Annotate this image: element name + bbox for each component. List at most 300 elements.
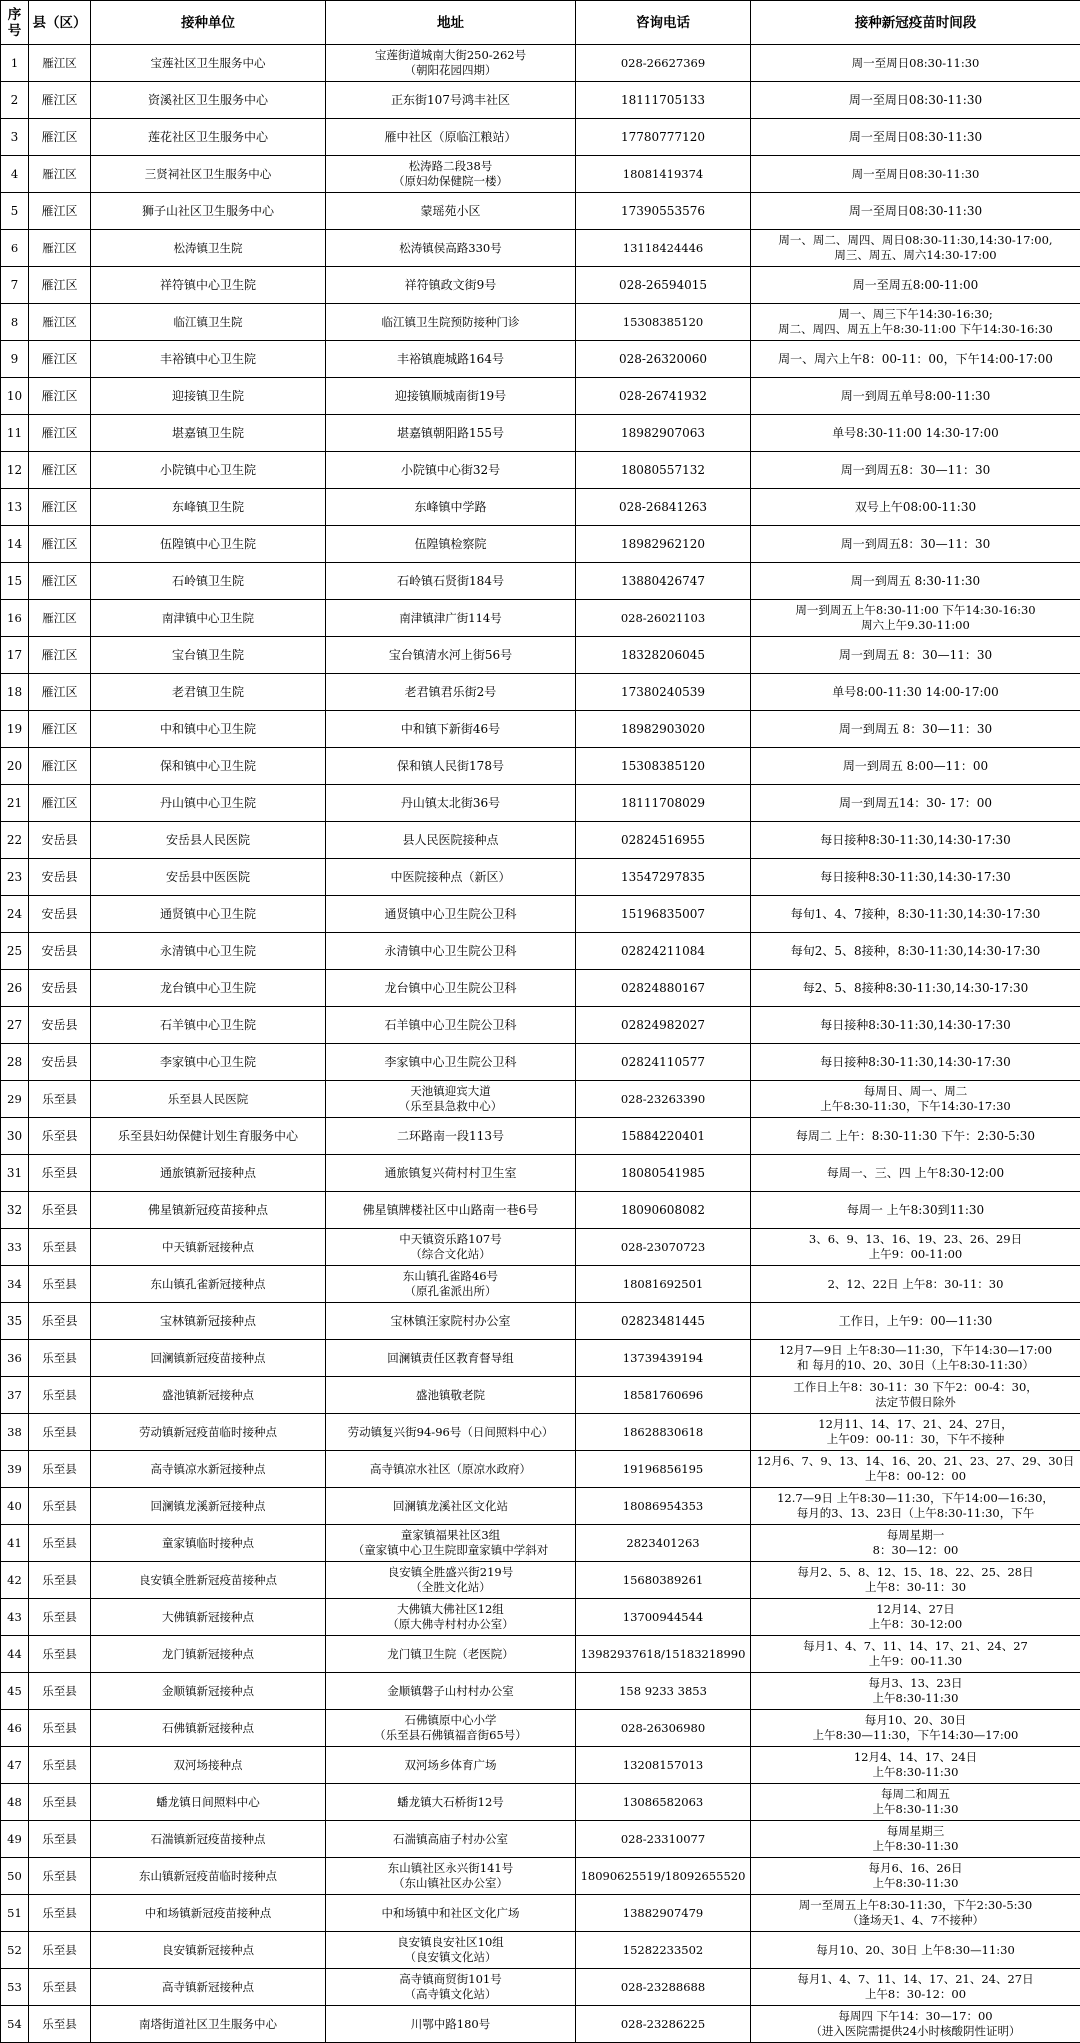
address-cell: 天池镇迎宾大道 （乐至县急救中心） [326,1081,576,1118]
time-cell: 周一到周五上午8:30-11:00 下午14:30-16:30 周六上午9.30-11:00 [751,600,1080,637]
county-cell: 雁江区 [29,415,91,452]
county-cell: 乐至县 [29,1599,91,1636]
address-cell: 东峰镇中学路 [326,489,576,526]
row-no-cell: 48 [1,1784,29,1821]
row-no-cell: 44 [1,1636,29,1673]
county-cell: 雁江区 [29,711,91,748]
time-cell: 工作日，上午9：00—11:30 [751,1303,1080,1340]
address-cell: 良安镇全胜盛兴街219号 （全胜文化站） [326,1562,576,1599]
address-cell: 通旅镇复兴荷村村卫生室 [326,1155,576,1192]
county-cell: 雁江区 [29,600,91,637]
county-cell: 安岳县 [29,1044,91,1081]
unit-cell: 大佛镇新冠接种点 [91,1599,326,1636]
table-row [1,45,1080,82]
time-cell: 周一、周三下午14:30-16:30; 周二、周四、周五上午8:30-11:00 下午14:30-16:30 [751,304,1080,341]
unit-cell: 丰裕镇中心卫生院 [91,341,326,378]
county-cell: 雁江区 [29,156,91,193]
unit-cell: 宝林镇新冠接种点 [91,1303,326,1340]
time-cell: 周一到周五 8:30-11:30 [751,563,1080,600]
county-cell: 乐至县 [29,1340,91,1377]
row-no-cell: 42 [1,1562,29,1599]
time-cell: 12月6、7、9、13、14、16、20、21、23、27、29、30日 上午8：00-12：00 [751,1451,1080,1488]
address-cell: 祥符镇政文街9号 [326,267,576,304]
row-no-cell: 24 [1,896,29,933]
time-cell: 12.7—9日 上午8:30—11:30，下午14:00—16:30， 每月的3、13、23日（上午8:30-11:30，下午 [751,1488,1080,1525]
row-no-cell: 25 [1,933,29,970]
row-no-cell: 43 [1,1599,29,1636]
phone-cell: 13880426747 [576,563,751,600]
unit-cell: 龙台镇中心卫生院 [91,970,326,1007]
address-cell: 佛星镇牌楼社区中山路南一巷6号 [326,1192,576,1229]
unit-cell: 南塔街道社区卫生服务中心 [91,2006,326,2043]
address-cell: 丹山镇太北街36号 [326,785,576,822]
time-cell: 周一至周五上午8:30-11:30，下午2:30-5:30 （逢场天1、4、7不接种） [751,1895,1080,1932]
phone-cell: 028-23286225 [576,2006,751,2043]
row-no-cell: 47 [1,1747,29,1784]
address-cell: 小院镇中心街32号 [326,452,576,489]
phone-cell: 18982903020 [576,711,751,748]
time-cell: 每周星期三 上午8:30-11:30 [751,1821,1080,1858]
row-no-cell: 54 [1,2006,29,2043]
address-cell: 东山镇孔雀路46号 （原孔雀派出所） [326,1266,576,1303]
row-no-cell: 33 [1,1229,29,1266]
table-row [1,267,1080,304]
unit-cell: 安岳县人民医院 [91,822,326,859]
row-no-cell: 40 [1,1488,29,1525]
row-no-cell: 46 [1,1710,29,1747]
county-cell: 安岳县 [29,859,91,896]
phone-cell: 028-26021103 [576,600,751,637]
time-cell: 周一至周日08:30-11:30 [751,156,1080,193]
unit-cell: 双河场接种点 [91,1747,326,1784]
county-cell: 乐至县 [29,1081,91,1118]
phone-cell: 13882907479 [576,1895,751,1932]
table-row [1,230,1080,267]
phone-cell: 02824110577 [576,1044,751,1081]
table-row [1,1969,1080,2006]
unit-cell: 劳动镇新冠疫苗临时接种点 [91,1414,326,1451]
phone-cell: 028-26741932 [576,378,751,415]
unit-cell: 龙门镇新冠接种点 [91,1636,326,1673]
county-cell: 乐至县 [29,1969,91,2006]
phone-cell: 028-26841263 [576,489,751,526]
phone-cell: 028-26627369 [576,45,751,82]
address-cell: 盛池镇敬老院 [326,1377,576,1414]
phone-cell: 18086954353 [576,1488,751,1525]
address-cell: 石岭镇石贤街184号 [326,563,576,600]
unit-cell: 良安镇新冠接种点 [91,1932,326,1969]
table-row [1,119,1080,156]
table-row [1,1932,1080,1969]
row-no-cell: 8 [1,304,29,341]
unit-cell: 石佛镇新冠接种点 [91,1710,326,1747]
address-cell: 良安镇良安社区10组 （良安镇文化站） [326,1932,576,1969]
phone-cell: 18080541985 [576,1155,751,1192]
address-cell: 金顺镇磐子山村村办公室 [326,1673,576,1710]
address-cell: 南津镇津广街114号 [326,600,576,637]
row-no-cell: 38 [1,1414,29,1451]
unit-cell: 迎接镇卫生院 [91,378,326,415]
table-row [1,1340,1080,1377]
unit-cell: 石羊镇中心卫生院 [91,1007,326,1044]
phone-cell: 19196856195 [576,1451,751,1488]
unit-cell: 丹山镇中心卫生院 [91,785,326,822]
phone-cell: 028-26594015 [576,267,751,304]
unit-cell: 小院镇中心卫生院 [91,452,326,489]
row-no-cell: 51 [1,1895,29,1932]
row-no-cell: 53 [1,1969,29,2006]
table-row [1,304,1080,341]
table-row [1,1044,1080,1081]
phone-cell: 18090625519/18092655520 [576,1858,751,1895]
unit-cell: 高寺镇新冠接种点 [91,1969,326,2006]
county-cell: 雁江区 [29,378,91,415]
unit-cell: 堪嘉镇卫生院 [91,415,326,452]
table-row [1,1488,1080,1525]
row-no-cell: 12 [1,452,29,489]
phone-cell: 13086582063 [576,1784,751,1821]
phone-cell: 18090608082 [576,1192,751,1229]
address-cell: 石湍镇高庙子村办公室 [326,1821,576,1858]
time-cell: 每旬1、4、7接种，8:30-11:30,14:30-17:30 [751,896,1080,933]
address-cell: 中和场镇中和社区文化广场 [326,1895,576,1932]
table-row [1,1155,1080,1192]
address-cell: 中天镇资乐路107号 （综合文化站） [326,1229,576,1266]
county-cell: 雁江区 [29,45,91,82]
row-no-cell: 15 [1,563,29,600]
phone-cell: 17780777120 [576,119,751,156]
row-no-cell: 18 [1,674,29,711]
address-cell: 童家镇福果社区3组 （童家镇中心卫生院即童家镇中学斜对 [326,1525,576,1562]
address-cell: 老君镇君乐街2号 [326,674,576,711]
table-row [1,489,1080,526]
time-cell: 每周一 上午8:30到11:30 [751,1192,1080,1229]
row-no-cell: 50 [1,1858,29,1895]
address-cell: 中和镇下新街46号 [326,711,576,748]
time-cell: 周一至周日08:30-11:30 [751,82,1080,119]
unit-cell: 资溪社区卫生服务中心 [91,82,326,119]
time-cell: 每2、5、8接种8:30-11:30,14:30-17:30 [751,970,1080,1007]
time-cell: 周一到周五8：30—11：30 [751,452,1080,489]
address-cell: 宝莲街道城南大街250-262号 （朝阳花园四期） [326,45,576,82]
time-cell: 周一至周五8:00-11:00 [751,267,1080,304]
table-row [1,933,1080,970]
time-cell: 每月1、4、7、11、14、17、21、24、27 上午9：00-11.30 [751,1636,1080,1673]
unit-cell: 安岳县中医医院 [91,859,326,896]
row-no-cell: 45 [1,1673,29,1710]
phone-cell: 13982937618/15183218990 [576,1636,751,1673]
header-row [1,1,1080,45]
county-cell: 乐至县 [29,1192,91,1229]
county-cell: 雁江区 [29,119,91,156]
time-cell: 每月10、20、30日 上午8:30—11:30，下午14:30—17:00 [751,1710,1080,1747]
unit-cell: 高寺镇凉水新冠接种点 [91,1451,326,1488]
unit-cell: 南津镇中心卫生院 [91,600,326,637]
phone-cell: 02823481445 [576,1303,751,1340]
phone-cell: 18982907063 [576,415,751,452]
county-cell: 雁江区 [29,304,91,341]
address-cell: 高寺镇商贸街101号 （高寺镇文化站） [326,1969,576,2006]
time-cell: 单号8:30-11:00 14:30-17:00 [751,415,1080,452]
address-cell: 宝林镇汪家院村办公室 [326,1303,576,1340]
phone-cell: 18081419374 [576,156,751,193]
address-cell: 龙台镇中心卫生院公卫科 [326,970,576,1007]
county-cell: 乐至县 [29,1636,91,1673]
time-cell: 周一到周五8：30—11：30 [751,526,1080,563]
unit-cell: 乐至县妇幼保健计划生育服务中心 [91,1118,326,1155]
row-no-cell: 34 [1,1266,29,1303]
county-cell: 乐至县 [29,1562,91,1599]
address-cell: 雁中社区（原临江粮站） [326,119,576,156]
row-no-cell: 32 [1,1192,29,1229]
unit-cell: 乐至县人民医院 [91,1081,326,1118]
unit-cell: 李家镇中心卫生院 [91,1044,326,1081]
county-cell: 雁江区 [29,674,91,711]
table-row [1,526,1080,563]
row-no-cell: 28 [1,1044,29,1081]
table-row [1,1266,1080,1303]
address-cell: 双河场乡体育广场 [326,1747,576,1784]
phone-cell: 13208157013 [576,1747,751,1784]
unit-cell: 佛星镇新冠疫苗接种点 [91,1192,326,1229]
time-cell: 周一到周五单号8:00-11:30 [751,378,1080,415]
row-no-cell: 29 [1,1081,29,1118]
county-cell: 乐至县 [29,1266,91,1303]
address-cell: 宝台镇清水河上街56号 [326,637,576,674]
row-no-cell: 1 [1,45,29,82]
address-cell: 蒙瑶苑小区 [326,193,576,230]
unit-cell: 回澜镇龙溪新冠接种点 [91,1488,326,1525]
address-cell: 临江镇卫生院预防接种门诊 [326,304,576,341]
table-row [1,1229,1080,1266]
time-cell: 周一到周五14：30- 17：00 [751,785,1080,822]
time-cell: 每月10、20、30日 上午8:30—11:30 [751,1932,1080,1969]
row-no-cell: 20 [1,748,29,785]
address-cell: 迎接镇顺城南街19号 [326,378,576,415]
table-row [1,1303,1080,1340]
county-cell: 乐至县 [29,1525,91,1562]
table-row [1,2006,1080,2043]
table-row [1,1007,1080,1044]
time-cell: 每日接种8:30-11:30,14:30-17:30 [751,859,1080,896]
time-cell: 周一至周日08:30-11:30 [751,45,1080,82]
county-cell: 安岳县 [29,822,91,859]
address-cell: 永清镇中心卫生院公卫科 [326,933,576,970]
time-cell: 每旬2、5、8接种，8:30-11:30,14:30-17:30 [751,933,1080,970]
time-cell: 每周四 下午14：30—17：00 （进入医院需提供24小时核酸阴性证明） [751,2006,1080,2043]
phone-cell: 15680389261 [576,1562,751,1599]
table-row [1,822,1080,859]
table-row [1,1784,1080,1821]
county-cell: 雁江区 [29,452,91,489]
unit-cell: 永清镇中心卫生院 [91,933,326,970]
time-cell: 每月1、4、7、11、14、17、21、24、27日 上午8：30-12：00 [751,1969,1080,2006]
phone-cell: 18628830618 [576,1414,751,1451]
row-no-cell: 52 [1,1932,29,1969]
address-cell: 东山镇社区永兴街141号 （东山镇社区办公室） [326,1858,576,1895]
phone-cell: 15282233502 [576,1932,751,1969]
phone-cell: 18081692501 [576,1266,751,1303]
time-cell: 工作日上午8：30-11：30 下午2：00-4：30， 法定节假日除外 [751,1377,1080,1414]
row-no-cell: 3 [1,119,29,156]
time-cell: 每月2、5、8、12、15、18、22、25、28日 上午8：30-11：30 [751,1562,1080,1599]
row-no-cell: 26 [1,970,29,1007]
time-cell: 每月6、16、26日 上午8:30-11:30 [751,1858,1080,1895]
address-cell: 龙门镇卫生院（老医院） [326,1636,576,1673]
table-row [1,1747,1080,1784]
table-row [1,1599,1080,1636]
county-cell: 雁江区 [29,563,91,600]
address-cell: 劳动镇复兴街94-96号（日间照料中心） [326,1414,576,1451]
row-no-cell: 10 [1,378,29,415]
table-row [1,193,1080,230]
time-cell: 12月4、14、17、24日 上午8:30-11:30 [751,1747,1080,1784]
row-no-cell: 16 [1,600,29,637]
address-cell: 石羊镇中心卫生院公卫科 [326,1007,576,1044]
address-cell: 松涛镇侯高路330号 [326,230,576,267]
county-cell: 乐至县 [29,1451,91,1488]
table-row [1,82,1080,119]
county-cell: 雁江区 [29,341,91,378]
unit-cell: 石岭镇卫生院 [91,563,326,600]
header-no: 序号 [1,1,29,45]
address-cell: 高寺镇凉水社区（原凉水政府） [326,1451,576,1488]
row-no-cell: 31 [1,1155,29,1192]
table-row [1,1710,1080,1747]
time-cell: 每周日、周一、周二 上午8:30-11:30，下午14:30-17:30 [751,1081,1080,1118]
county-cell: 雁江区 [29,267,91,304]
table-row [1,748,1080,785]
county-cell: 乐至县 [29,1932,91,1969]
time-cell: 单号8:00-11:30 14:00-17:00 [751,674,1080,711]
time-cell: 每周二和周五 上午8:30-11:30 [751,1784,1080,1821]
row-no-cell: 19 [1,711,29,748]
row-no-cell: 41 [1,1525,29,1562]
county-cell: 雁江区 [29,489,91,526]
unit-cell: 伍隍镇中心卫生院 [91,526,326,563]
address-cell: 中医院接种点（新区） [326,859,576,896]
table-row [1,637,1080,674]
row-no-cell: 9 [1,341,29,378]
address-cell: 石佛镇原中心小学 （乐至县石佛镇福音街65号） [326,1710,576,1747]
header-unit: 接种单位 [91,1,326,45]
unit-cell: 良安镇全胜新冠疫苗接种点 [91,1562,326,1599]
table-row [1,1081,1080,1118]
table-row [1,896,1080,933]
table-row [1,378,1080,415]
row-no-cell: 27 [1,1007,29,1044]
unit-cell: 金顺镇新冠接种点 [91,1673,326,1710]
table-row [1,1673,1080,1710]
county-cell: 安岳县 [29,1007,91,1044]
unit-cell: 东峰镇卫生院 [91,489,326,526]
table-row [1,415,1080,452]
header-address: 地址 [326,1,576,45]
phone-cell: 15308385120 [576,304,751,341]
row-no-cell: 4 [1,156,29,193]
phone-cell: 028-23310077 [576,1821,751,1858]
table-body [1,45,1080,2043]
time-cell: 周一至周日08:30-11:30 [751,193,1080,230]
county-cell: 乐至县 [29,1673,91,1710]
phone-cell: 17380240539 [576,674,751,711]
address-cell: 伍隍镇检察院 [326,526,576,563]
time-cell: 周一、周六上午8：00-11：00，下午14:00-17:00 [751,341,1080,378]
address-cell: 县人民医院接种点 [326,822,576,859]
unit-cell: 童家镇临时接种点 [91,1525,326,1562]
time-cell: 周一至周日08:30-11:30 [751,119,1080,156]
row-no-cell: 36 [1,1340,29,1377]
phone-cell: 2823401263 [576,1525,751,1562]
unit-cell: 东山镇孔雀新冠接种点 [91,1266,326,1303]
phone-cell: 028-23263390 [576,1081,751,1118]
time-cell: 12月7—9日 上午8:30—11:30，下午14:30—17:00 和 每月的10、20、30日（上午8:30-11:30） [751,1340,1080,1377]
unit-cell: 中和场镇新冠疫苗接种点 [91,1895,326,1932]
phone-cell: 18581760696 [576,1377,751,1414]
county-cell: 乐至县 [29,1303,91,1340]
county-cell: 雁江区 [29,82,91,119]
unit-cell: 宝莲社区卫生服务中心 [91,45,326,82]
row-no-cell: 5 [1,193,29,230]
phone-cell: 028-26306980 [576,1710,751,1747]
row-no-cell: 14 [1,526,29,563]
phone-cell: 02824880167 [576,970,751,1007]
row-no-cell: 21 [1,785,29,822]
county-cell: 乐至县 [29,1821,91,1858]
phone-cell: 158 9233 3853 [576,1673,751,1710]
address-cell: 二环路南一段113号 [326,1118,576,1155]
address-cell: 回澜镇龙溪社区文化站 [326,1488,576,1525]
unit-cell: 临江镇卫生院 [91,304,326,341]
county-cell: 乐至县 [29,1414,91,1451]
unit-cell: 祥符镇中心卫生院 [91,267,326,304]
time-cell: 2、12、22日 上午8：30-11：30 [751,1266,1080,1303]
time-cell: 周一到周五 8:00—11：00 [751,748,1080,785]
address-cell: 李家镇中心卫生院公卫科 [326,1044,576,1081]
address-cell: 大佛镇大佛社区12组 （原大佛寺村村办公室） [326,1599,576,1636]
table-row [1,1858,1080,1895]
unit-cell: 三贤祠社区卫生服务中心 [91,156,326,193]
unit-cell: 盛池镇新冠接种点 [91,1377,326,1414]
address-cell: 回澜镇责任区教育督导组 [326,1340,576,1377]
phone-cell: 13739439194 [576,1340,751,1377]
phone-cell: 18111705133 [576,82,751,119]
address-cell: 蟠龙镇大石桥街12号 [326,1784,576,1821]
unit-cell: 通旅镇新冠接种点 [91,1155,326,1192]
county-cell: 安岳县 [29,896,91,933]
time-cell: 每月3、13、23日 上午8:30-11:30 [751,1673,1080,1710]
county-cell: 乐至县 [29,1155,91,1192]
county-cell: 乐至县 [29,2006,91,2043]
table-row [1,563,1080,600]
phone-cell: 02824516955 [576,822,751,859]
time-cell: 每周一、三、四 上午8:30-12:00 [751,1155,1080,1192]
county-cell: 乐至县 [29,1229,91,1266]
phone-cell: 028-23288688 [576,1969,751,2006]
time-cell: 周一、周二、周四、周日08:30-11:30,14:30-17:00, 周三、周五、周六14:30-17:00 [751,230,1080,267]
phone-cell: 028-23070723 [576,1229,751,1266]
unit-cell: 中和镇中心卫生院 [91,711,326,748]
county-cell: 雁江区 [29,193,91,230]
unit-cell: 通贤镇中心卫生院 [91,896,326,933]
table-row [1,341,1080,378]
phone-cell: 02824211084 [576,933,751,970]
unit-cell: 莲花社区卫生服务中心 [91,119,326,156]
table-row [1,859,1080,896]
row-no-cell: 7 [1,267,29,304]
row-no-cell: 11 [1,415,29,452]
header-county: 县（区） [29,1,91,45]
